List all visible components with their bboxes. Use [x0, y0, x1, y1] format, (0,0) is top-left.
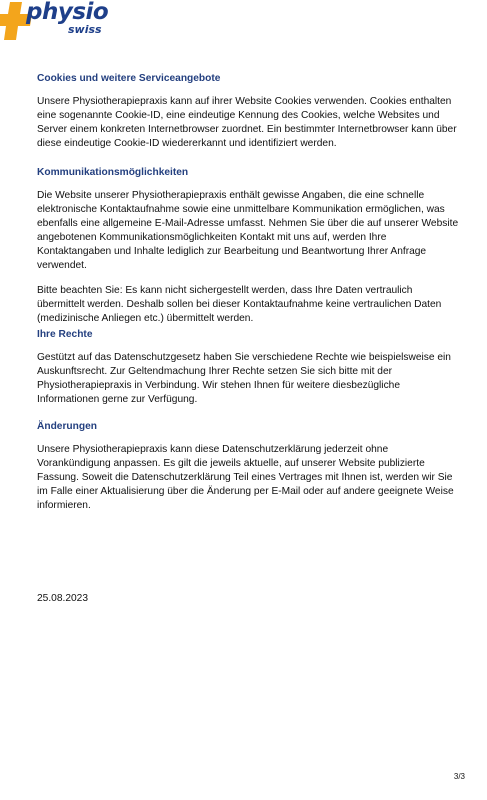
logo-brand-text: physio	[26, 0, 109, 25]
document-date: 25.08.2023	[37, 593, 88, 604]
section-rechte	[37, 328, 462, 418]
logo-wordmark	[26, 0, 109, 36]
page-number: 3/3	[453, 772, 465, 781]
section-paragraph: Bitte beachten Sie: Es kann nicht sichergestellt werden, dass Ihre Daten vertraulich übermittelt werden. Deshalb sollen bei dieser Kontaktaufnahme keine vertraulichen Daten (medizinische Anliegen etc.) übermittelt werden.	[37, 285, 442, 324]
section-paragraph: Unsere Physiotherapiepraxis kann auf ihrer Website Cookies verwenden. Cookies enthalten eine sogenannte Cookie-ID, eine eindeutige Kennung des Cookies, welche Websites und Server einem konkreten Internetbrowser zuordnet. Ein bestimmter Internetbrowser kann über diese eindeutige Cookie-ID wiedererkannt und identifiziert werden.	[37, 96, 457, 149]
section-heading-rechte: Ihre Rechte	[37, 329, 93, 340]
logo-sub-text: swiss	[68, 23, 102, 36]
section-paragraph: Gestützt auf das Datenschutzgesetz haben Sie verschiedene Rechte wie beispielsweise ein Auskunftsrecht. Zur Geltendmachung Ihrer Rechte setzen Sie sich bitte mit der Physiotherapiepraxis in Verbindung. Wir stehen Ihnen für weitere diesbezügliche Informationen gerne zur Verfügung.	[37, 352, 451, 405]
section-paragraph: Unsere Physiotherapiepraxis kann diese Datenschutzerklärung jederzeit ohne Vorankündigung anpassen. Es gilt die jeweils aktuelle, auf unserer Website publizierte Fassung. Soweit die Datenschutzerklärung Teil eines Vertrages mit Ihnen ist, werden wir Sie im Falle einer Aktualisierung über die Änderung per E-Mail oder auf andere geeignete Weise informieren.	[37, 444, 454, 511]
section-heading-cookies: Cookies und weitere Serviceangebote	[37, 73, 221, 84]
section-aenderungen	[37, 420, 462, 524]
physio-swiss-logo	[0, 0, 120, 44]
section-kommunikation	[37, 166, 462, 337]
section-heading-aenderungen: Änderungen	[37, 421, 97, 432]
section-heading-kommunikation: Kommunikationsmöglichkeiten	[37, 167, 189, 178]
section-cookies	[37, 72, 462, 162]
section-paragraph: Die Website unserer Physiotherapiepraxis enthält gewisse Angaben, die eine schnelle elektronische Kontaktaufnahme sowie eine unmittelbare Kommunikation ermöglichen, was ebenfalls eine allgemeine E-Mail-Adresse umfasst. Nehmen Sie über die auf unserer Website angebotenen Kommunikationsmöglichkeiten Kontakt mit uns auf, werden Ihre Kontaktangaben und Inhalte lediglich zur Bearbeitung und Beantwortung Ihrer Anfrage verwendet.	[37, 190, 459, 271]
